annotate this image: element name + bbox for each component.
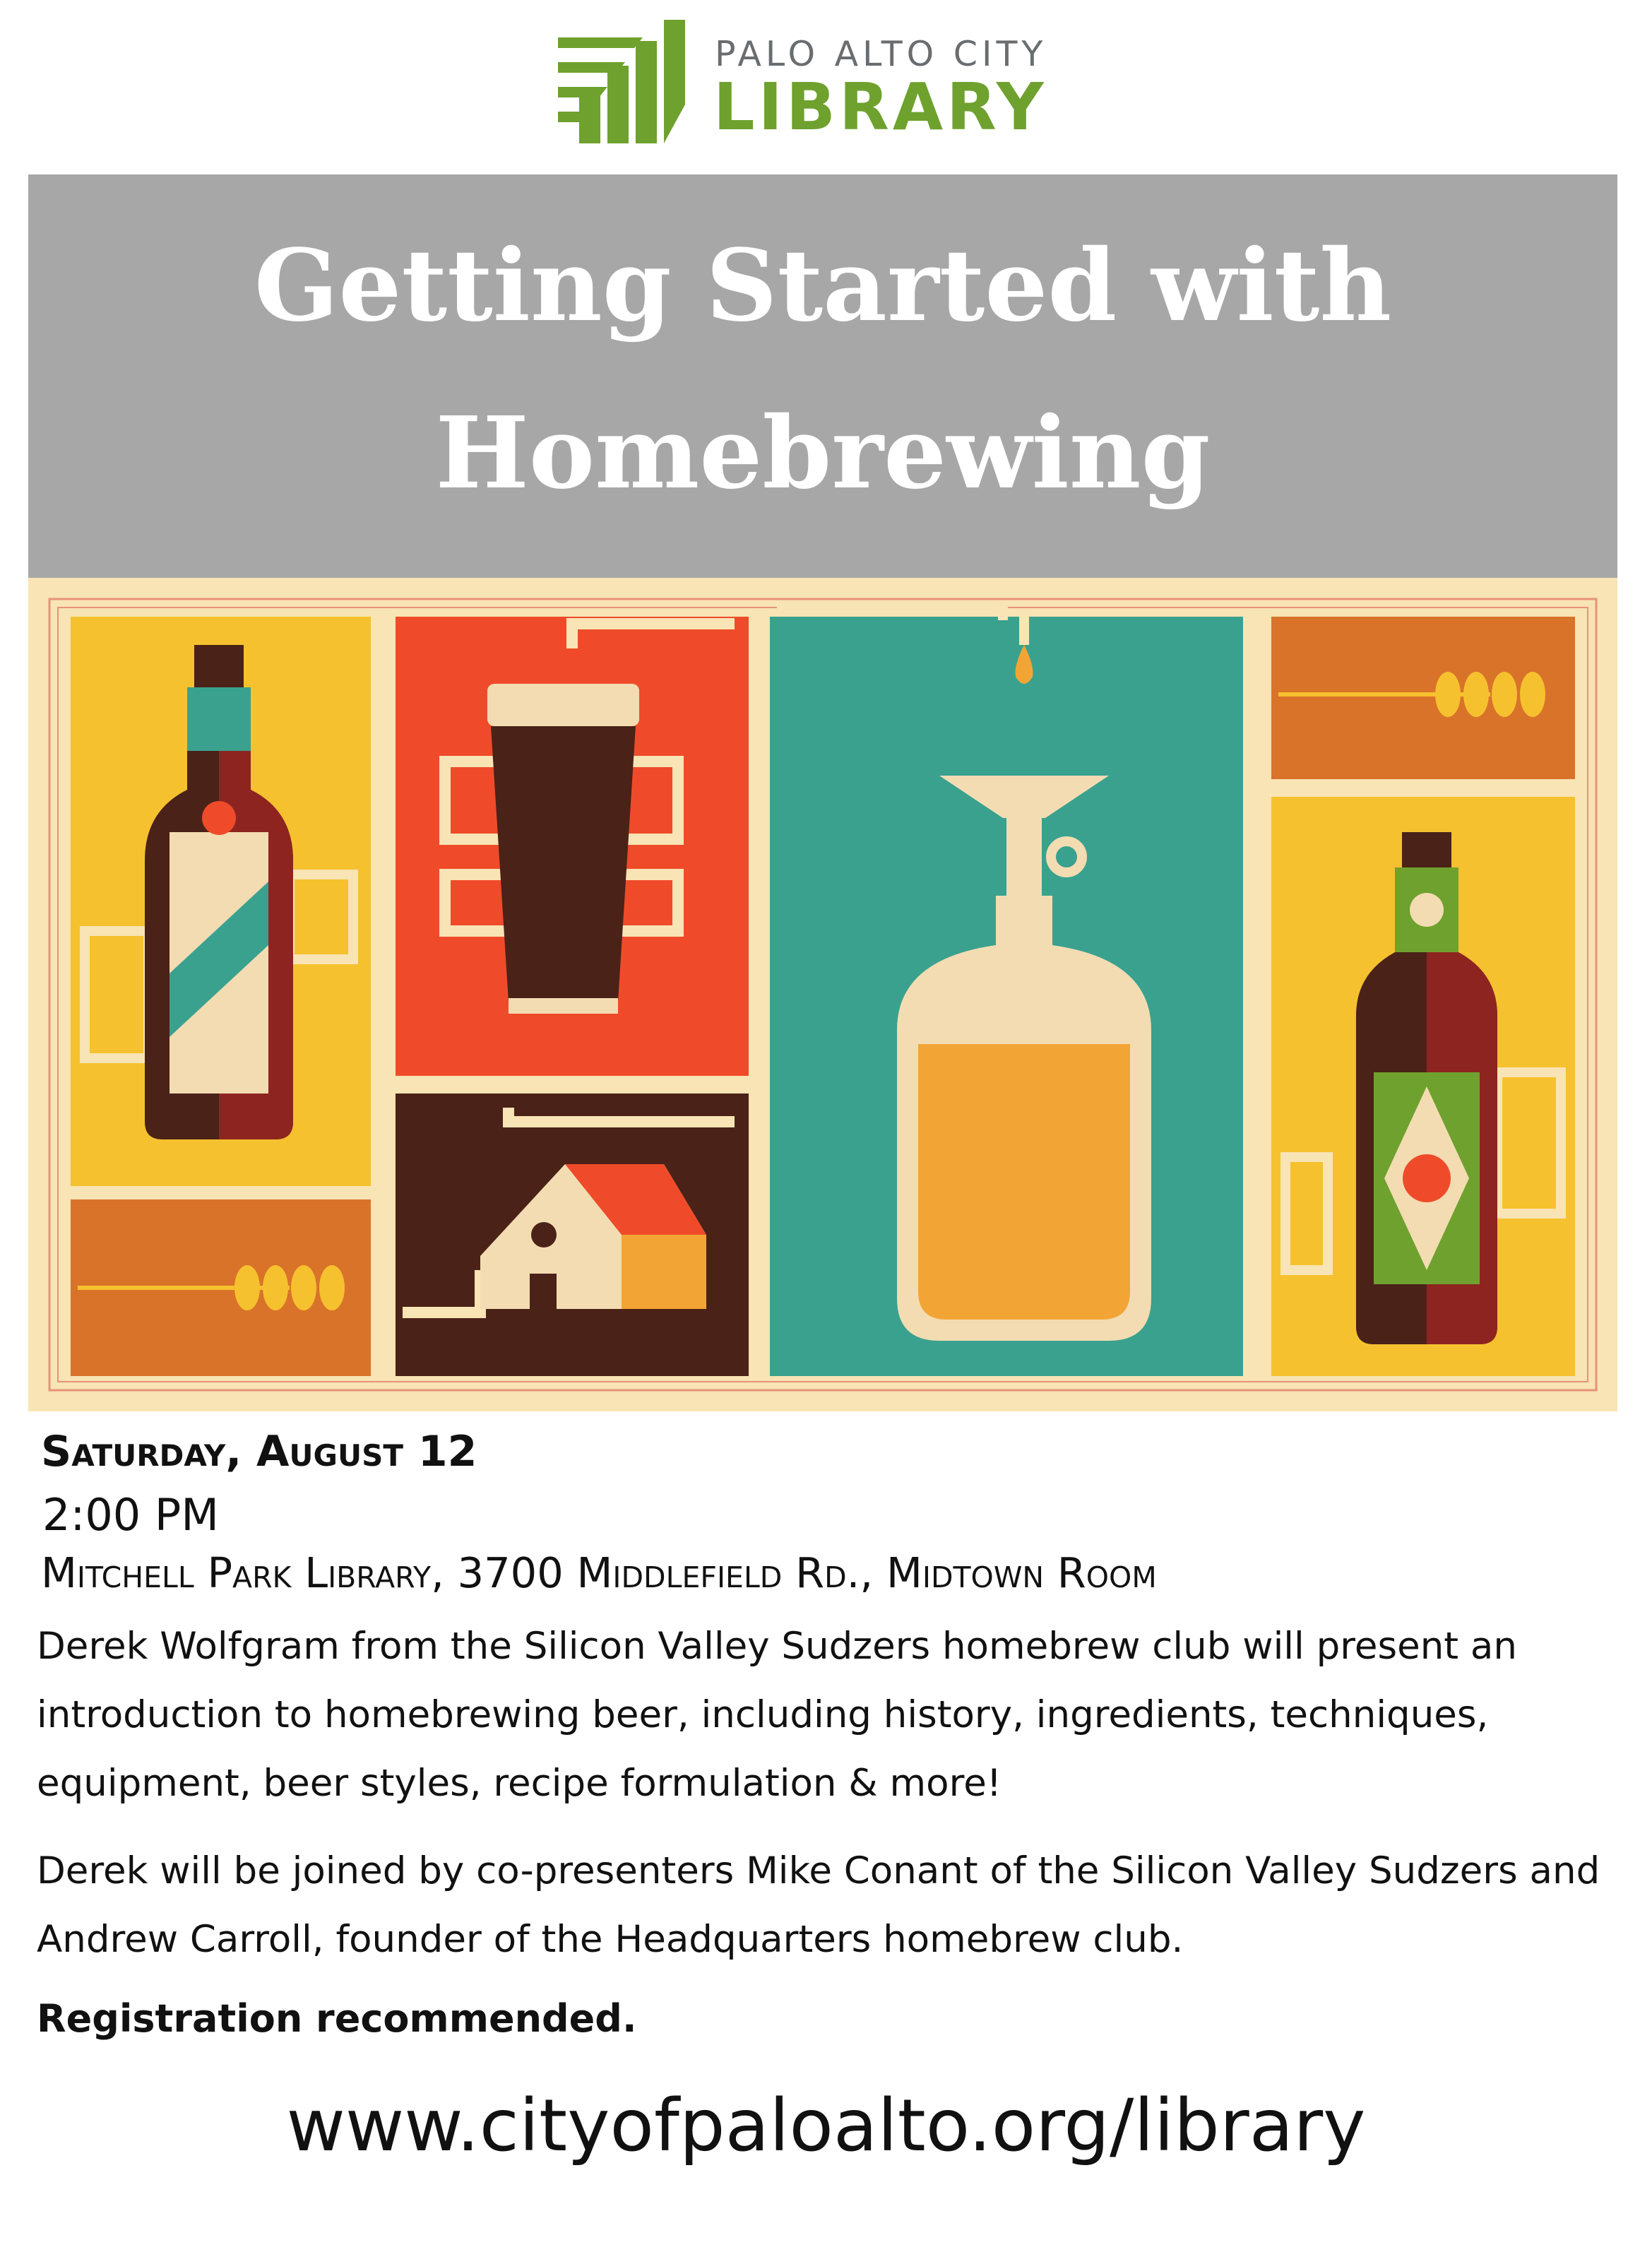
title-banner bbox=[28, 174, 1617, 579]
homebrew-illustration bbox=[28, 578, 1617, 1411]
wheat-icon bbox=[1271, 617, 1575, 779]
logo-text-library: LIBRARY bbox=[713, 69, 1047, 145]
logo-text-city: PALO ALTO CITY bbox=[715, 34, 1047, 74]
beer-bottle-icon bbox=[71, 617, 371, 1186]
library-logo-icon bbox=[558, 20, 685, 147]
event-time: 2:00 PM bbox=[42, 1489, 219, 1541]
event-title bbox=[28, 203, 1617, 538]
library-url[interactable]: www.cityofpaloalto.org/library bbox=[286, 2084, 1366, 2168]
library-logo bbox=[558, 20, 1066, 154]
pint-glass-icon bbox=[396, 617, 749, 1076]
copresenters-paragraph: Derek will be joined by co-presenters Mike Conant of the Silicon Valley Sudzers and Andrew Carroll, founder of the Headquarters homebrew club. bbox=[37, 1849, 1600, 1961]
fermenter-jug-icon bbox=[770, 610, 1243, 1376]
event-date: Saturday, August 12 bbox=[41, 1427, 477, 1476]
beer-bottle-icon bbox=[1271, 797, 1575, 1376]
house-icon bbox=[396, 1094, 749, 1376]
event-location: Mitchell Park Library, 3700 Middlefield Rd., Midtown Room bbox=[41, 1548, 1157, 1597]
title-line-1: Getting Started with bbox=[254, 228, 1392, 344]
registration-note: Registration recommended. bbox=[37, 1996, 637, 2041]
title-line-2: Homebrewing bbox=[435, 396, 1211, 511]
wheat-icon bbox=[71, 1199, 371, 1376]
description-paragraph: Derek Wolfgram from the Silicon Valley Sudzers homebrew club will present an introduction to homebrewing beer, including history, ingredients, techniques, equipment, beer styles, recipe formulation & more! bbox=[37, 1625, 1517, 1805]
